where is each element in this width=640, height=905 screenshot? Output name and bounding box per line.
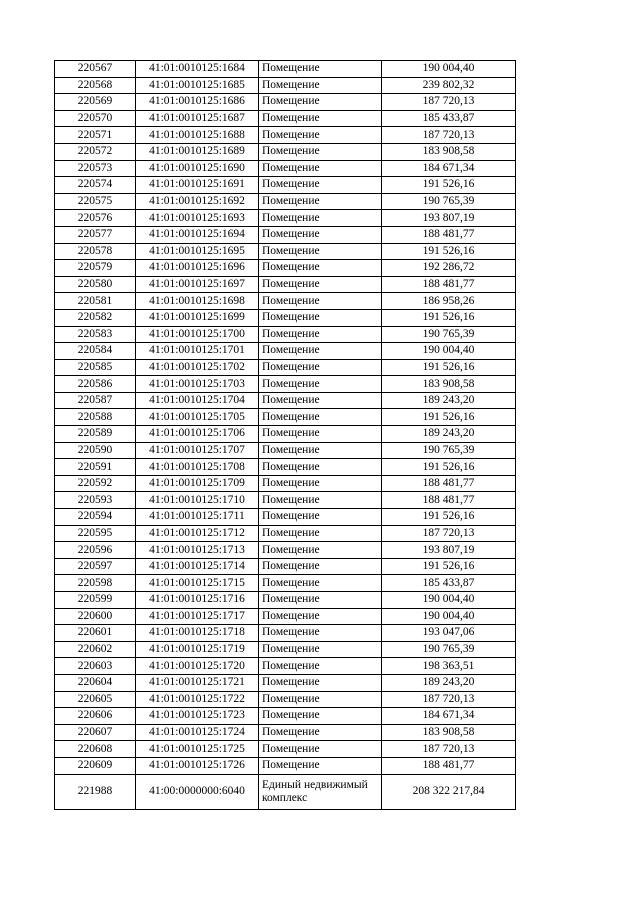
object-type-cell: Помещение xyxy=(259,309,382,326)
object-id-cell: 220567 xyxy=(55,61,136,78)
cadastral-value-cell: 239 802,32 xyxy=(382,77,516,94)
object-type-cell: Помещение xyxy=(259,442,382,459)
object-id-cell: 220594 xyxy=(55,509,136,526)
cadastral-value-cell: 188 481,77 xyxy=(382,475,516,492)
object-type-cell: Помещение xyxy=(259,542,382,559)
cadastral-value-cell: 187 720,13 xyxy=(382,525,516,542)
property-registry-table xyxy=(54,60,516,810)
object-type-cell: Помещение xyxy=(259,724,382,741)
cadastral-number-cell: 41:00:0000000:6040 xyxy=(136,774,259,809)
cadastral-number-cell: 41:01:0010125:1708 xyxy=(136,459,259,476)
object-type-cell: Помещение xyxy=(259,61,382,78)
object-id-cell: 220572 xyxy=(55,143,136,160)
cadastral-number-cell: 41:01:0010125:1695 xyxy=(136,243,259,260)
object-id-cell: 220590 xyxy=(55,442,136,459)
cadastral-number-cell: 41:01:0010125:1715 xyxy=(136,575,259,592)
object-id-cell: 220581 xyxy=(55,293,136,310)
object-type-cell: Помещение xyxy=(259,409,382,426)
object-type-cell: Помещение xyxy=(259,110,382,127)
cadastral-value-cell: 190 004,40 xyxy=(382,343,516,360)
table-row xyxy=(55,575,516,592)
cadastral-number-cell: 41:01:0010125:1710 xyxy=(136,492,259,509)
cadastral-value-cell: 193 047,06 xyxy=(382,625,516,642)
table-row xyxy=(55,492,516,509)
cadastral-number-cell: 41:01:0010125:1722 xyxy=(136,691,259,708)
object-type-cell: Помещение xyxy=(259,276,382,293)
cadastral-value-cell: 183 908,58 xyxy=(382,724,516,741)
object-id-cell: 220592 xyxy=(55,475,136,492)
object-id-cell: 220597 xyxy=(55,558,136,575)
object-id-cell: 220602 xyxy=(55,641,136,658)
cadastral-value-cell: 187 720,13 xyxy=(382,127,516,144)
object-id-cell: 220591 xyxy=(55,459,136,476)
cadastral-number-cell: 41:01:0010125:1700 xyxy=(136,326,259,343)
object-id-cell: 220589 xyxy=(55,426,136,443)
object-id-cell: 220603 xyxy=(55,658,136,675)
object-type-cell: Помещение xyxy=(259,592,382,609)
cadastral-number-cell: 41:01:0010125:1707 xyxy=(136,442,259,459)
object-id-cell: 220580 xyxy=(55,276,136,293)
object-type-cell: Помещение xyxy=(259,326,382,343)
object-type-cell: Помещение xyxy=(259,376,382,393)
table-row xyxy=(55,509,516,526)
cadastral-value-cell: 191 526,16 xyxy=(382,177,516,194)
object-type-cell: Единый недвижимый комплекс xyxy=(259,774,382,809)
object-type-cell: Помещение xyxy=(259,77,382,94)
cadastral-number-cell: 41:01:0010125:1709 xyxy=(136,475,259,492)
object-id-cell: 220607 xyxy=(55,724,136,741)
object-id-cell: 220568 xyxy=(55,77,136,94)
cadastral-value-cell: 187 720,13 xyxy=(382,691,516,708)
table-row xyxy=(55,309,516,326)
object-type-cell: Помещение xyxy=(259,492,382,509)
cadastral-value-cell: 187 720,13 xyxy=(382,94,516,111)
table-row xyxy=(55,459,516,476)
cadastral-number-cell: 41:01:0010125:1706 xyxy=(136,426,259,443)
table-row xyxy=(55,774,516,809)
table-row xyxy=(55,658,516,675)
cadastral-value-cell: 191 526,16 xyxy=(382,309,516,326)
cadastral-number-cell: 41:01:0010125:1719 xyxy=(136,641,259,658)
table-row xyxy=(55,724,516,741)
cadastral-value-cell: 186 958,26 xyxy=(382,293,516,310)
cadastral-number-cell: 41:01:0010125:1691 xyxy=(136,177,259,194)
object-id-cell: 220596 xyxy=(55,542,136,559)
object-type-cell: Помещение xyxy=(259,260,382,277)
object-id-cell: 220587 xyxy=(55,392,136,409)
cadastral-value-cell: 188 481,77 xyxy=(382,492,516,509)
object-type-cell: Помещение xyxy=(259,243,382,260)
table-row xyxy=(55,442,516,459)
table-row xyxy=(55,193,516,210)
object-id-cell: 220575 xyxy=(55,193,136,210)
cadastral-number-cell: 41:01:0010125:1721 xyxy=(136,674,259,691)
object-id-cell: 220573 xyxy=(55,160,136,177)
object-type-cell: Помещение xyxy=(259,625,382,642)
cadastral-number-cell: 41:01:0010125:1699 xyxy=(136,309,259,326)
table-row xyxy=(55,343,516,360)
cadastral-number-cell: 41:01:0010125:1690 xyxy=(136,160,259,177)
object-type-cell: Помещение xyxy=(259,575,382,592)
cadastral-value-cell: 191 526,16 xyxy=(382,359,516,376)
table-row xyxy=(55,177,516,194)
cadastral-value-cell: 190 004,40 xyxy=(382,592,516,609)
table-row xyxy=(55,94,516,111)
object-id-cell: 220571 xyxy=(55,127,136,144)
cadastral-value-cell: 208 322 217,84 xyxy=(382,774,516,809)
object-type-cell: Помещение xyxy=(259,509,382,526)
object-id-cell: 220595 xyxy=(55,525,136,542)
table-row xyxy=(55,210,516,227)
cadastral-value-cell: 191 526,16 xyxy=(382,558,516,575)
cadastral-value-cell: 183 908,58 xyxy=(382,376,516,393)
cadastral-value-cell: 185 433,87 xyxy=(382,575,516,592)
table-row xyxy=(55,293,516,310)
object-id-cell: 220604 xyxy=(55,674,136,691)
table-row xyxy=(55,359,516,376)
object-id-cell: 220574 xyxy=(55,177,136,194)
object-type-cell: Помещение xyxy=(259,525,382,542)
object-id-cell: 220576 xyxy=(55,210,136,227)
cadastral-number-cell: 41:01:0010125:1725 xyxy=(136,741,259,758)
object-type-cell: Помещение xyxy=(259,143,382,160)
object-id-cell: 220584 xyxy=(55,343,136,360)
cadastral-value-cell: 191 526,16 xyxy=(382,409,516,426)
object-id-cell: 220608 xyxy=(55,741,136,758)
object-id-cell: 220609 xyxy=(55,757,136,774)
object-type-cell: Помещение xyxy=(259,674,382,691)
cadastral-number-cell: 41:01:0010125:1713 xyxy=(136,542,259,559)
object-type-cell: Помещение xyxy=(259,708,382,725)
table-row xyxy=(55,160,516,177)
cadastral-number-cell: 41:01:0010125:1688 xyxy=(136,127,259,144)
object-type-cell: Помещение xyxy=(259,392,382,409)
object-id-cell: 220585 xyxy=(55,359,136,376)
object-type-cell: Помещение xyxy=(259,691,382,708)
cadastral-number-cell: 41:01:0010125:1724 xyxy=(136,724,259,741)
table-row xyxy=(55,260,516,277)
table-row xyxy=(55,542,516,559)
object-id-cell: 220582 xyxy=(55,309,136,326)
cadastral-number-cell: 41:01:0010125:1712 xyxy=(136,525,259,542)
cadastral-value-cell: 190 765,39 xyxy=(382,193,516,210)
cadastral-value-cell: 188 481,77 xyxy=(382,276,516,293)
object-type-cell: Помещение xyxy=(259,343,382,360)
table-row xyxy=(55,409,516,426)
object-id-cell: 220598 xyxy=(55,575,136,592)
cadastral-value-cell: 189 243,20 xyxy=(382,392,516,409)
cadastral-value-cell: 191 526,16 xyxy=(382,509,516,526)
table-row xyxy=(55,276,516,293)
table-row xyxy=(55,525,516,542)
table-row xyxy=(55,708,516,725)
table-row xyxy=(55,143,516,160)
cadastral-value-cell: 188 481,77 xyxy=(382,226,516,243)
object-id-cell: 220588 xyxy=(55,409,136,426)
cadastral-number-cell: 41:01:0010125:1701 xyxy=(136,343,259,360)
cadastral-number-cell: 41:01:0010125:1704 xyxy=(136,392,259,409)
table-row xyxy=(55,110,516,127)
table-row xyxy=(55,392,516,409)
cadastral-value-cell: 190 765,39 xyxy=(382,326,516,343)
object-type-cell: Помещение xyxy=(259,426,382,443)
cadastral-number-cell: 41:01:0010125:1698 xyxy=(136,293,259,310)
cadastral-value-cell: 189 243,20 xyxy=(382,426,516,443)
table-row xyxy=(55,625,516,642)
cadastral-number-cell: 41:01:0010125:1711 xyxy=(136,509,259,526)
object-id-cell: 221988 xyxy=(55,774,136,809)
cadastral-number-cell: 41:01:0010125:1685 xyxy=(136,77,259,94)
cadastral-value-cell: 193 807,19 xyxy=(382,210,516,227)
cadastral-value-cell: 191 526,16 xyxy=(382,459,516,476)
table-row xyxy=(55,376,516,393)
cadastral-number-cell: 41:01:0010125:1686 xyxy=(136,94,259,111)
object-type-cell: Помещение xyxy=(259,558,382,575)
cadastral-number-cell: 41:01:0010125:1697 xyxy=(136,276,259,293)
object-id-cell: 220570 xyxy=(55,110,136,127)
registry-rows xyxy=(55,61,516,810)
cadastral-number-cell: 41:01:0010125:1687 xyxy=(136,110,259,127)
object-type-cell: Помещение xyxy=(259,359,382,376)
object-id-cell: 220605 xyxy=(55,691,136,708)
cadastral-value-cell: 184 671,34 xyxy=(382,708,516,725)
object-type-cell: Помещение xyxy=(259,475,382,492)
object-id-cell: 220569 xyxy=(55,94,136,111)
object-type-cell: Помещение xyxy=(259,741,382,758)
table-row xyxy=(55,608,516,625)
object-type-cell: Помещение xyxy=(259,641,382,658)
table-row xyxy=(55,641,516,658)
cadastral-value-cell: 189 243,20 xyxy=(382,674,516,691)
cadastral-number-cell: 41:01:0010125:1726 xyxy=(136,757,259,774)
cadastral-number-cell: 41:01:0010125:1703 xyxy=(136,376,259,393)
cadastral-number-cell: 41:01:0010125:1689 xyxy=(136,143,259,160)
object-type-cell: Помещение xyxy=(259,94,382,111)
object-id-cell: 220606 xyxy=(55,708,136,725)
object-type-cell: Помещение xyxy=(259,226,382,243)
table-row xyxy=(55,674,516,691)
object-id-cell: 220601 xyxy=(55,625,136,642)
table-row xyxy=(55,592,516,609)
table-row xyxy=(55,691,516,708)
object-type-cell: Помещение xyxy=(259,757,382,774)
object-type-cell: Помещение xyxy=(259,177,382,194)
cadastral-number-cell: 41:01:0010125:1705 xyxy=(136,409,259,426)
cadastral-value-cell: 188 481,77 xyxy=(382,757,516,774)
object-id-cell: 220600 xyxy=(55,608,136,625)
cadastral-value-cell: 190 765,39 xyxy=(382,442,516,459)
table-row xyxy=(55,475,516,492)
cadastral-value-cell: 183 908,58 xyxy=(382,143,516,160)
object-type-cell: Помещение xyxy=(259,193,382,210)
object-id-cell: 220583 xyxy=(55,326,136,343)
cadastral-number-cell: 41:01:0010125:1692 xyxy=(136,193,259,210)
object-type-cell: Помещение xyxy=(259,210,382,227)
cadastral-number-cell: 41:01:0010125:1693 xyxy=(136,210,259,227)
object-id-cell: 220579 xyxy=(55,260,136,277)
table-row xyxy=(55,558,516,575)
object-id-cell: 220578 xyxy=(55,243,136,260)
cadastral-value-cell: 190 765,39 xyxy=(382,641,516,658)
cadastral-number-cell: 41:01:0010125:1716 xyxy=(136,592,259,609)
cadastral-number-cell: 41:01:0010125:1694 xyxy=(136,226,259,243)
object-type-cell: Помещение xyxy=(259,293,382,310)
cadastral-value-cell: 190 004,40 xyxy=(382,61,516,78)
object-type-cell: Помещение xyxy=(259,658,382,675)
table-row xyxy=(55,61,516,78)
cadastral-value-cell: 185 433,87 xyxy=(382,110,516,127)
cadastral-number-cell: 41:01:0010125:1723 xyxy=(136,708,259,725)
object-type-cell: Помещение xyxy=(259,459,382,476)
object-type-cell: Помещение xyxy=(259,608,382,625)
cadastral-value-cell: 184 671,34 xyxy=(382,160,516,177)
table-row xyxy=(55,243,516,260)
cadastral-value-cell: 193 807,19 xyxy=(382,542,516,559)
table-row xyxy=(55,226,516,243)
table-row xyxy=(55,741,516,758)
cadastral-value-cell: 198 363,51 xyxy=(382,658,516,675)
cadastral-number-cell: 41:01:0010125:1696 xyxy=(136,260,259,277)
object-id-cell: 220593 xyxy=(55,492,136,509)
table-row xyxy=(55,426,516,443)
cadastral-number-cell: 41:01:0010125:1714 xyxy=(136,558,259,575)
table-row xyxy=(55,127,516,144)
object-id-cell: 220599 xyxy=(55,592,136,609)
cadastral-number-cell: 41:01:0010125:1717 xyxy=(136,608,259,625)
cadastral-value-cell: 192 286,72 xyxy=(382,260,516,277)
cadastral-number-cell: 41:01:0010125:1684 xyxy=(136,61,259,78)
object-type-cell: Помещение xyxy=(259,160,382,177)
cadastral-number-cell: 41:01:0010125:1720 xyxy=(136,658,259,675)
cadastral-value-cell: 187 720,13 xyxy=(382,741,516,758)
table-row xyxy=(55,326,516,343)
cadastral-value-cell: 191 526,16 xyxy=(382,243,516,260)
object-type-cell: Помещение xyxy=(259,127,382,144)
object-id-cell: 220577 xyxy=(55,226,136,243)
table-row xyxy=(55,757,516,774)
cadastral-number-cell: 41:01:0010125:1702 xyxy=(136,359,259,376)
cadastral-value-cell: 190 004,40 xyxy=(382,608,516,625)
cadastral-number-cell: 41:01:0010125:1718 xyxy=(136,625,259,642)
table-row xyxy=(55,77,516,94)
object-id-cell: 220586 xyxy=(55,376,136,393)
